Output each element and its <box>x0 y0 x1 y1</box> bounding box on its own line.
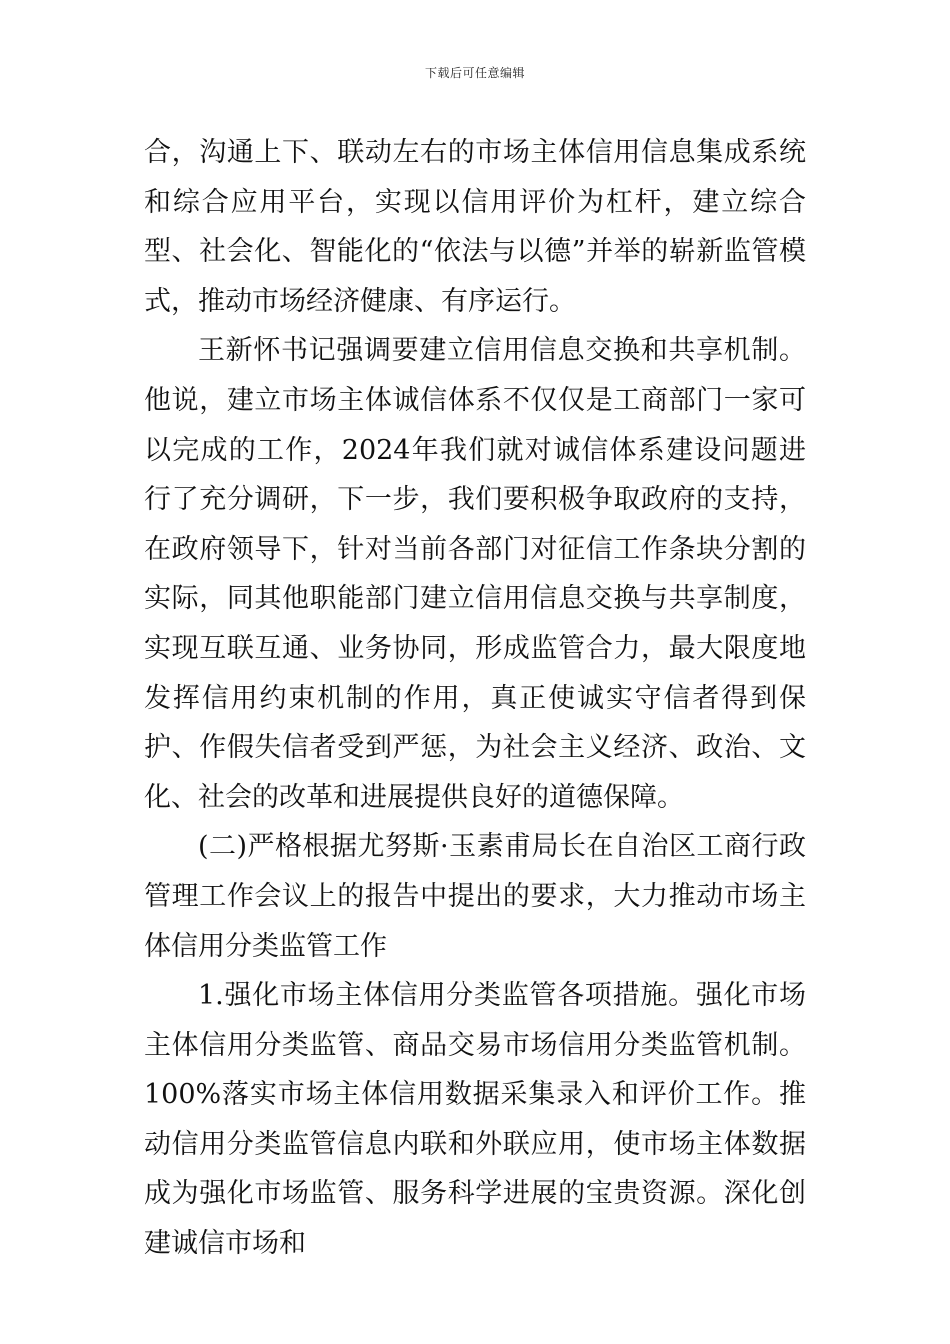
document-body <box>144 128 806 1269</box>
paragraph-continuation: 合，沟通上下、联动左右的市场主体信用信息集成系统和综合应用平台，实现以信用评价为杠杆，建立综合型、社会化、智能化的“依法与以德”并举的崭新监管模式，推动市场经济健康、有序运行。 <box>144 137 806 317</box>
page-header: 下载后可任意编辑 <box>424 66 525 80</box>
paragraph-credit-sharing: 王新怀书记强调要建立信用信息交换和共享机制。他说，建立市场主体诚信体系不仅仅是工商部门一家可以完成的工作，2024年我们就对诚信体系建设问题进行了充分调研，下一步，我们要积极争取政府的支持，在政府领导下，针对当前各部门对征信工作条块分割的实际，同其他职能部门建立信用信息交换与共享制度，实现互联互通、业务协同，形成监管合力，最大限度地发挥信用约束机制的作用，真正使诚实守信者得到保护、作假失信者受到严惩，为社会主义经济、政治、文化、社会的改革和进展提供良好的道德保障。 <box>144 335 806 813</box>
section-heading-two: (二)严格根据尤努斯·玉素甫局长在自治区工商行政管理工作会议上的报告中提出的要求，大力推动市场主体信用分类监管工作 <box>144 831 806 962</box>
paragraph-measures: 1.强化市场主体信用分类监管各项措施。强化市场主体信用分类监管、商品交易市场信用分类监管机制。100%落实市场主体信用数据采集录入和评价工作。推动信用分类监管信息内联和外联应用，使市场主体数据成为强化市场监管、服务科学进展的宝贵资源。深化创建诚信市场和 <box>144 980 806 1260</box>
